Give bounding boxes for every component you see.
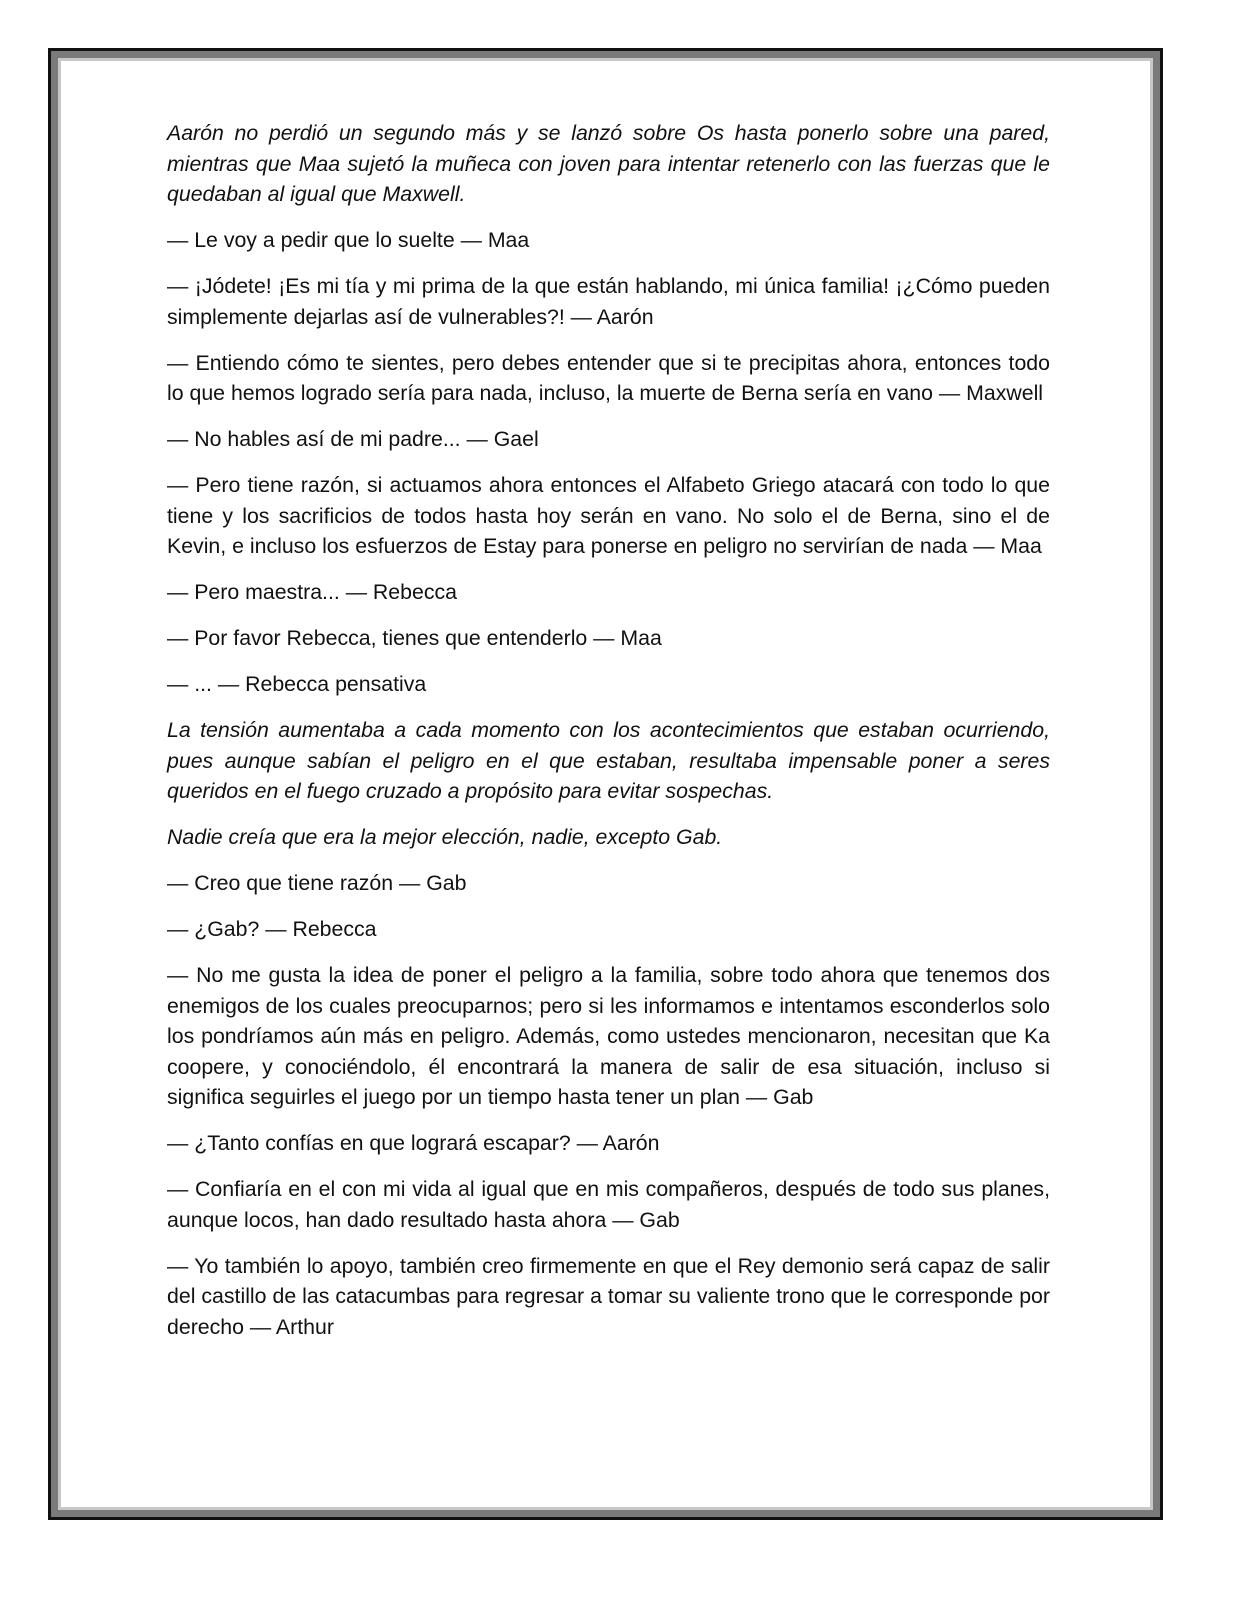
document-body — [167, 118, 1050, 1358]
narration-paragraph: La tensión aumentaba a cada momento con los acontecimientos que estaban ocurriendo, pues aunque sabían el peligro en el que estaban, resultaba impensable poner a seres queridos en el fuego cruzado a propósito para evitar sospechas. — [167, 718, 1050, 803]
dialogue-paragraph: — Creo que tiene razón — Gab — [167, 871, 467, 895]
dialogue-paragraph: — Yo también lo apoyo, también creo firmemente en que el Rey demonio será capaz de salir del castillo de las catacumbas para regresar a tomar su valiente trono que le corresponde por derecho — Arthur — [167, 1253, 1050, 1339]
dialogue-paragraph: — Confiaría en el con mi vida al igual que en mis compañeros, después de todo sus planes, aunque locos, han dado resultado hasta ahora — Gab — [167, 1177, 1050, 1232]
dialogue-paragraph: — Por favor Rebecca, tienes que entenderlo — Maa — [167, 626, 662, 650]
narration-paragraph: Aarón no perdió un segundo más y se lanzó sobre Os hasta ponerlo sobre una pared, mientras que Maa sujetó la muñeca con joven para intentar retenerlo con las fuerzas que le quedaban al igual que Maxwell. — [167, 121, 1050, 206]
dialogue-paragraph: — ... — Rebecca pensativa — [167, 672, 427, 696]
dialogue-paragraph: — Pero maestra... — Rebecca — [167, 580, 457, 604]
dialogue-paragraph: — ¿Tanto confías en que logrará escapar? — Aarón — [167, 1131, 660, 1155]
dialogue-paragraph: — ¿Gab? — Rebecca — [167, 917, 377, 941]
dialogue-paragraph: — Le voy a pedir que lo suelte — Maa — [167, 228, 530, 252]
dialogue-paragraph: — No me gusta la idea de poner el peligro a la familia, sobre todo ahora que tenemos dos enemigos de los cuales preocuparnos; pero si les informamos e intentamos esconderlos solo los pondríamos aún más en peligro. Además, como ustedes mencionaron, necesitan que Ka coopere, y conociéndolo, él encontrará la manera de salir de esa situación, incluso si significa seguirles el juego por un tiempo hasta tener un plan — Gab — [167, 963, 1050, 1109]
narration-paragraph: Nadie creía que era la mejor elección, nadie, excepto Gab. — [167, 825, 723, 849]
dialogue-paragraph: — ¡Jódete! ¡Es mi tía y mi prima de la que están hablando, mi única familia! ¡¿Cómo pueden simplemente dejarlas así de vulnerables?! — Aarón — [167, 274, 1050, 329]
dialogue-paragraph: — Pero tiene razón, si actuamos ahora entonces el Alfabeto Griego atacará con todo lo que tiene y los sacrificios de todos hasta hoy serán en vano. No solo el de Berna, sino el de Kevin, e incluso los esfuerzos de Estay para ponerse en peligro no servirían de nada — Maa — [167, 473, 1050, 558]
dialogue-paragraph: — No hables así de mi padre... — Gael — [167, 427, 539, 451]
dialogue-paragraph: — Entiendo cómo te sientes, pero debes entender que si te precipitas ahora, entonces todo lo que hemos logrado sería para nada, incluso, la muerte de Berna sería en vano — Maxwell — [167, 350, 1050, 405]
